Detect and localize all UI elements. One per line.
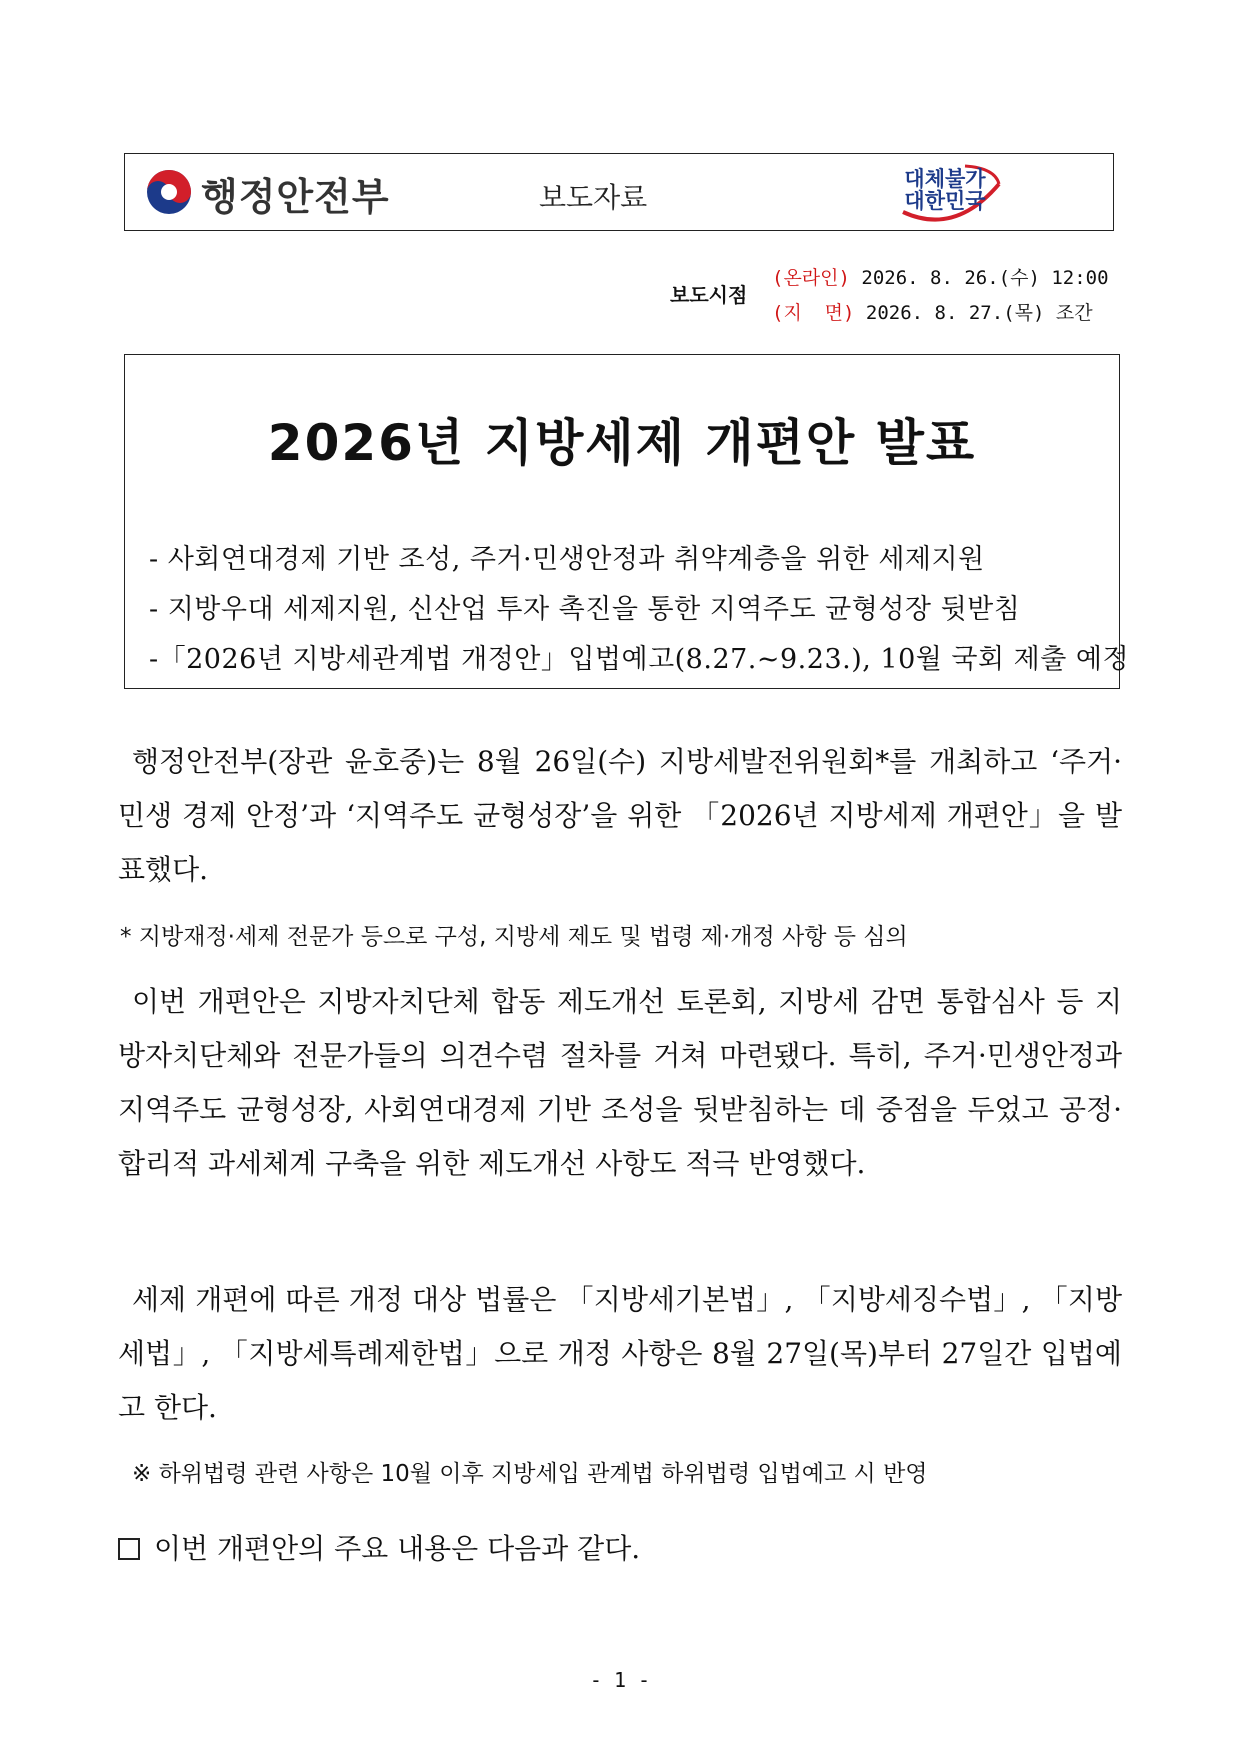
summary-text: 이번 개편안의 주요 내용은 다음과 같다.: [154, 1532, 641, 1565]
page-title: 2026년 지방세제 개편안 발표: [267, 414, 977, 472]
subtitle-3: -「2026년 지방세관계법 개정안」입법예고(8.27.~9.23.), 10월 국회 제출 예정: [149, 644, 1130, 675]
body-paragraph-3: 세제 개편에 따른 개정 대상 법률은 「지방세기본법」, 「지방세징수법」, 「지방세법」, 「지방세특례제한법」으로 개정 사항은 8월 27일(목)부터 27일간 입법예고 한다.: [118, 1283, 1122, 1424]
release-time-label: 보도시점: [670, 283, 748, 307]
subtitle-2: - 지방우대 세제지원, 신산업 투자 촉진을 통한 지역주도 균형성장 뒷받침: [149, 594, 1021, 625]
doc-type-label: 보도자료: [539, 181, 648, 214]
release-time-online: 2026. 8. 26.(수) 12:00: [861, 267, 1109, 289]
release-row-print: [772, 298, 1093, 325]
footnote-2: ※ 하위법령 관련 사항은 10월 이후 지방세입 관계법 하위법령 입법예고 시 반영: [132, 1461, 928, 1487]
release-channel-print: (지 면): [772, 302, 855, 324]
release-channel-online: (온라인): [772, 267, 850, 289]
subtitle-1: - 사회연대경제 기반 조성, 주거·민생안정과 취약계층을 위한 세제지원: [149, 544, 985, 575]
slogan-line-1: 대체불가: [904, 167, 986, 191]
body-paragraph-2: 이번 개편안은 지방자치단체 합동 제도개선 토론회, 지방세 감면 통합심사 등 지방자치단체와 전문가들의 의견수렴 절차를 거쳐 마련됐다. 특히, 주거·민생안정과 지역주도 균형성장, 사회연대경제 기반 조성을 뒷받침하는 데 중점을 두었고 공정·합리적 과세체계 구축을 위한 제도개선 사항도 적극 반영했다.: [118, 985, 1122, 1180]
taegeuk-logo-icon: [145, 168, 193, 216]
slogan-badge: [895, 162, 1005, 224]
checkbox-icon: [118, 1538, 140, 1560]
footnote-1: * 지방재정·세제 전문가 등으로 구성, 지방세 제도 및 법령 제·개정 사항 등 심의: [120, 924, 908, 950]
summary-line: [118, 1527, 640, 1567]
release-time-print: 2026. 8. 27.(목) 조간: [865, 302, 1093, 324]
header-box: [124, 153, 1114, 231]
release-row-online: [772, 263, 1109, 290]
slogan-line-2: 대한민국: [904, 189, 986, 213]
body-paragraph-1: 행정안전부(장관 윤호중)는 8월 26일(수) 지방세발전위원회*를 개최하고 ‘주거·민생 경제 안정’과 ‘지역주도 균형성장’을 위한 「2026년 지방세제 개편안」을 발표했다.: [118, 745, 1122, 886]
title-box: [124, 354, 1130, 689]
ministry-name: 행정안전부: [201, 175, 390, 219]
page-number: - 1 -: [589, 1668, 651, 1692]
